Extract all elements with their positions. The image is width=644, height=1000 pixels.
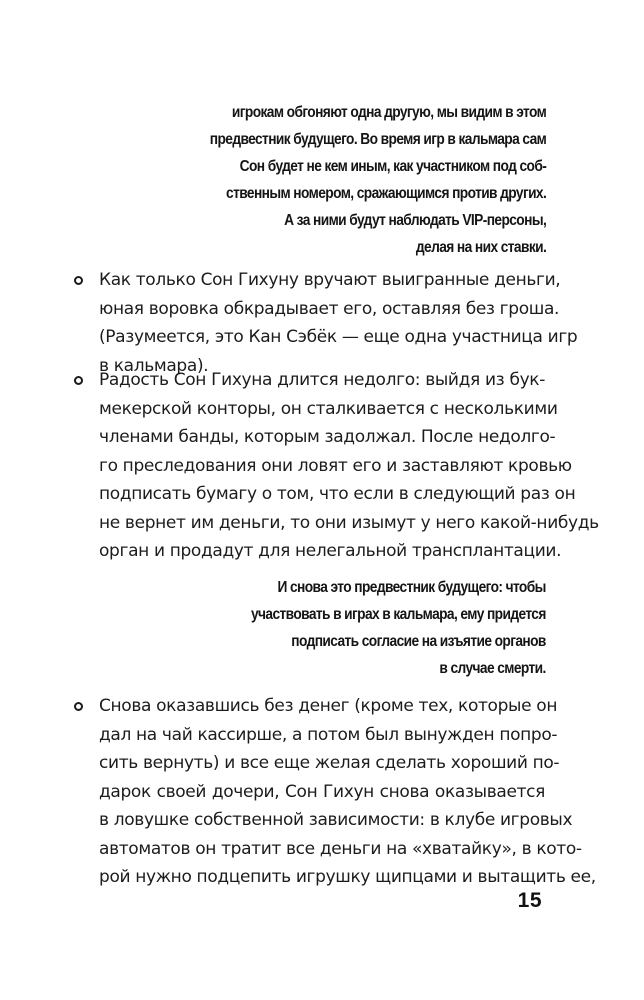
quote-line: делая на них ставки. [415, 239, 546, 256]
page-number: 15 [517, 889, 542, 912]
text-line: автоматов он тратит все деньги на «хватайку», в кото- [99, 838, 582, 859]
text-line: мекерской конторы, он сталкивается с несколькими [99, 398, 558, 419]
quote-line: ственным номером, сражающимся против других. [225, 185, 546, 202]
pull-quote-top [210, 99, 546, 261]
text-line: рой нужно подцепить игрушку щипцами и вытащить ее, [99, 867, 596, 887]
quote-line: участвовать в играх в кальмара, ему придется [251, 606, 546, 623]
quote-line: подписать согласие на изъятие органов [291, 633, 546, 650]
quote-line: игрокам обгоняют одна другую, мы видим в этом [231, 104, 546, 121]
text-line: Как только Сон Гихуну вручают выигранные деньги, [99, 270, 561, 290]
text-line: орган и продадут для нелегальной трансплантации. [99, 541, 562, 561]
quote-line: А за ними будут наблюдать VIP-персоны, [283, 212, 546, 229]
text-line: юная воровка обкрадывает его, оставляя без гроша. [99, 298, 560, 319]
text-line: (Разумеется, это Кан Сэбёк — еще одна участница игр [99, 327, 578, 347]
text-line: дарок своей дочери, Сон Гихун снова оказывается [99, 781, 545, 802]
quote-line: Сон будет не кем иным, как участником под соб- [239, 158, 546, 175]
pull-quote-middle [251, 574, 546, 682]
text-line: сить вернуть) и все еще желая сделать хороший по- [99, 753, 560, 773]
text-line: членами банды, которым задолжал. После недолго- [99, 427, 556, 447]
text-line: дал на чай кассирше, а потом был вынужден попро- [99, 724, 558, 745]
bullet-circle-icon [74, 276, 83, 285]
text-line: Радость Сон Гихуна длится недолго: выйдя из бук- [99, 370, 545, 390]
quote-line: предвестник будущего. Во время игр в кальмара сам [209, 131, 546, 148]
quote-line: в случае смерти. [439, 660, 546, 677]
bullet-text [99, 366, 599, 566]
bullet-circle-icon [74, 376, 83, 385]
text-line: в ловушке собственной зависимости: в клубе игровых [99, 810, 573, 830]
bullet-text [99, 266, 578, 380]
text-line: Снова оказавшись без денег (кроме тех, которые он [99, 696, 558, 716]
text-line: подписать бумагу о том, что если в следующий раз он [99, 484, 576, 504]
text-line: не вернет им деньги, то они изымут у него какой-нибудь [99, 512, 599, 533]
text-line: го преследования они ловят его и заставляют кровью [99, 455, 572, 476]
bullet-circle-icon [74, 702, 83, 711]
bullet-text [99, 692, 596, 892]
text-line: в кальмара). [99, 355, 209, 376]
quote-line: И снова это предвестник будущего: чтобы [277, 579, 546, 596]
